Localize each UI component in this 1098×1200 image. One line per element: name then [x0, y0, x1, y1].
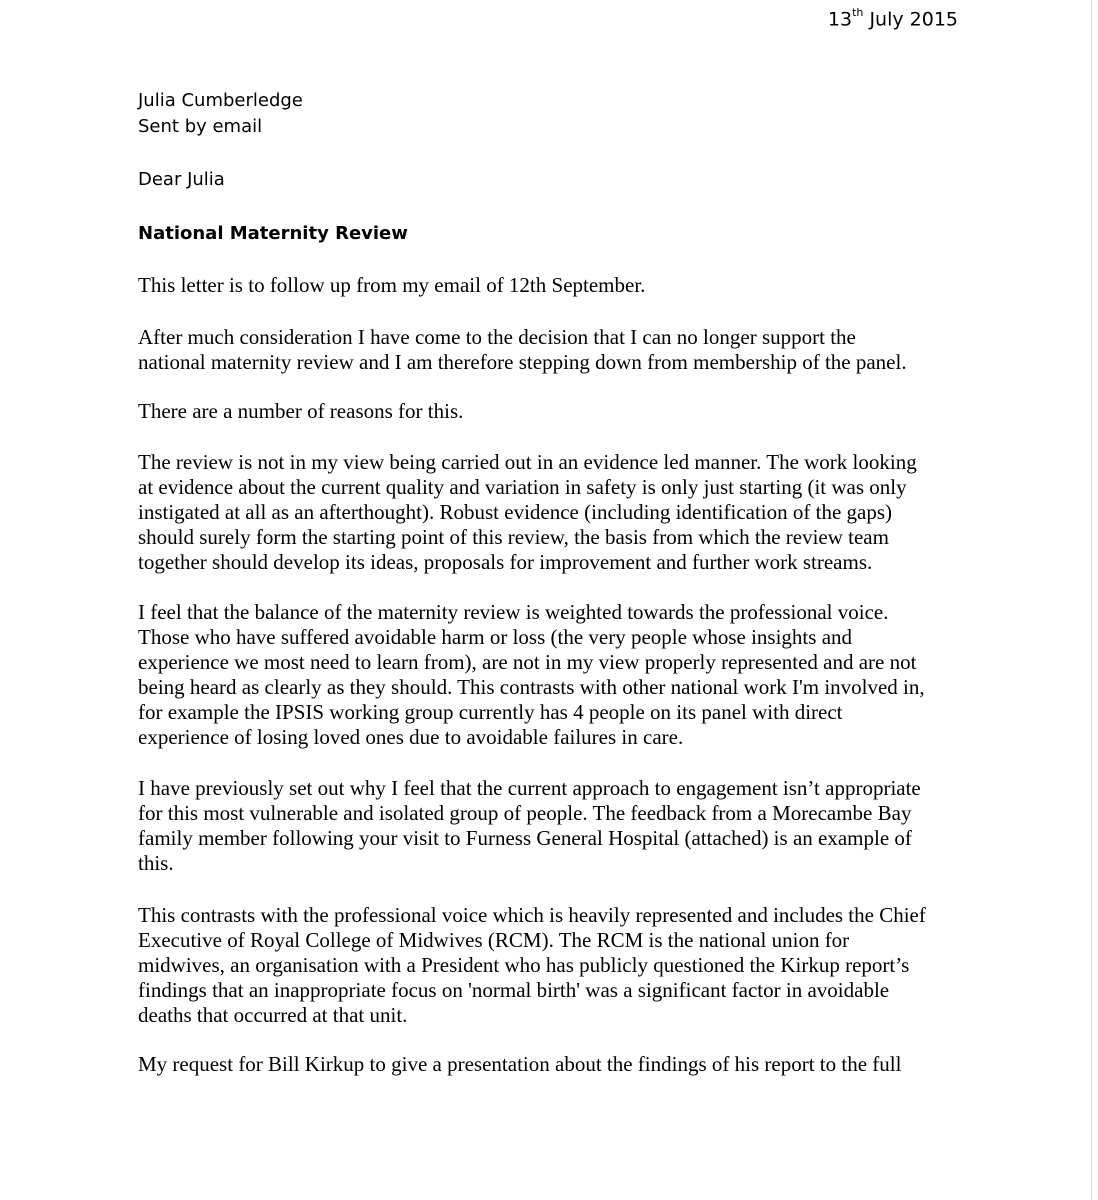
paragraph-line: This contrasts with the professional voice which is heavily represented and includes the Chief [138, 903, 926, 927]
paragraph-line: I feel that the balance of the maternity review is weighted towards the professional voice. [138, 600, 889, 624]
paragraph-line: should surely form the starting point of this review, the basis from which the review team [138, 525, 889, 549]
date-day: 13 [827, 8, 853, 31]
salutation: Dear Julia [138, 169, 225, 190]
body-paragraph [138, 903, 968, 1028]
page-edge-divider [1091, 0, 1092, 1200]
paragraph-line: deaths that occurred at that unit. [138, 1003, 408, 1027]
paragraph-line: being heard as clearly as they should. This contrasts with other national work I'm involved in, [138, 675, 925, 699]
paragraph-line: at evidence about the current quality and variation in safety is only just starting (it was only [138, 475, 907, 499]
date-month-year: July 2015 [869, 8, 958, 31]
subject-heading: National Maternity Review [138, 223, 408, 244]
paragraph-line: family member following your visit to Furness General Hospital (attached) is an example of [138, 826, 912, 850]
recipient-name: Julia Cumberledge [138, 90, 303, 111]
paragraph-line: experience we most need to learn from), are not in my view properly represented and are not [138, 650, 917, 674]
paragraph-line: this. [138, 851, 174, 875]
recipient-block [138, 88, 303, 140]
paragraph-line: for this most vulnerable and isolated group of people. The feedback from a Morecambe Bay [138, 801, 912, 825]
body-paragraph [138, 776, 968, 876]
paragraph-line: I have previously set out why I feel that the current approach to engagement isn’t appropriate [138, 776, 921, 800]
body-paragraph [138, 1052, 968, 1077]
paragraph-line: together should develop its ideas, proposals for improvement and further work streams. [138, 550, 873, 574]
paragraph-line: Those who have suffered avoidable harm or loss (the very people whose insights and [138, 625, 853, 649]
paragraph-line: Executive of Royal College of Midwives (RCM). The RCM is the national union for [138, 928, 850, 952]
date-ordinal-suffix: th [852, 6, 864, 19]
recipient-delivery-note: Sent by email [138, 116, 263, 137]
body-paragraph [138, 399, 968, 424]
paragraph-line: After much consideration I have come to the decision that I can no longer support the [138, 325, 856, 349]
paragraph-line: There are a number of reasons for this. [138, 399, 464, 423]
paragraph-line: experience of losing loved ones due to avoidable failures in care. [138, 725, 684, 749]
body-paragraph [138, 450, 968, 575]
paragraph-line: for example the IPSIS working group currently has 4 people on its panel with direct [138, 700, 843, 724]
paragraph-line: My request for Bill Kirkup to give a presentation about the findings of his report to the full [138, 1052, 902, 1076]
paragraph-line: This letter is to follow up from my email of 12th September. [138, 273, 646, 297]
paragraph-line: The review is not in my view being carried out in an evidence led manner. The work looking [138, 450, 917, 474]
paragraph-line: instigated at all as an afterthought). Robust evidence (including identification of the gaps) [138, 500, 893, 524]
paragraph-line: national maternity review and I am therefore stepping down from membership of the panel. [138, 350, 907, 374]
paragraph-line: findings that an inappropriate focus on 'normal birth' was a significant factor in avoidable [138, 978, 890, 1002]
body-paragraph [138, 600, 968, 750]
body-paragraph [138, 325, 968, 375]
letter-date [828, 8, 958, 30]
body-paragraph [138, 273, 968, 298]
paragraph-line: midwives, an organisation with a President who has publicly questioned the Kirkup report’s [138, 953, 910, 977]
